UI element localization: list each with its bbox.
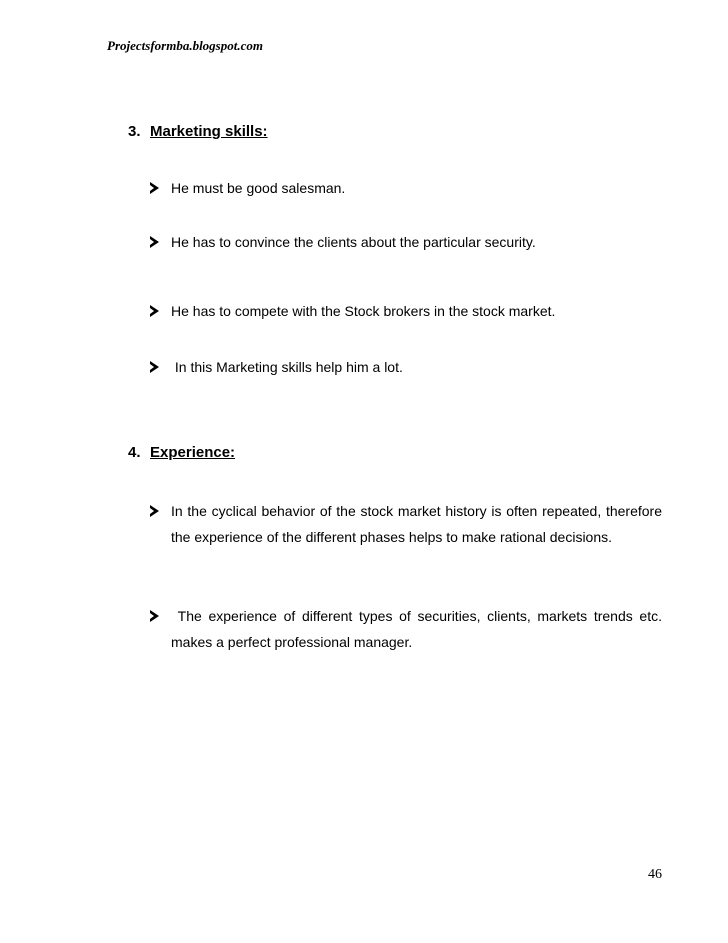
list-item	[150, 229, 662, 255]
list-item	[150, 603, 666, 655]
section-heading-experience	[128, 444, 235, 461]
section-heading-marketing-skills	[128, 123, 268, 140]
list-item	[150, 175, 662, 201]
arrow-bullet-icon	[150, 361, 159, 373]
list-item-text: In this Marketing skills help him a lot.	[171, 359, 403, 375]
section-title: Marketing skills:	[150, 123, 268, 140]
page-header: Projectsformba.blogspot.com	[107, 38, 263, 53]
list-item-text: In the cyclical behavior of the stock market history is often repeated, therefore the experience of the different phases helps to make rational decisions.	[171, 503, 662, 545]
arrow-bullet-icon	[150, 505, 159, 517]
arrow-bullet-icon	[150, 305, 159, 317]
list-item	[150, 298, 662, 324]
list-item-text: He has to convince the clients about the particular security.	[171, 234, 536, 250]
section-number: 4.	[128, 444, 141, 461]
arrow-bullet-icon	[150, 610, 159, 622]
arrow-bullet-icon	[150, 182, 159, 194]
list-item	[150, 354, 662, 380]
page-number: 46	[648, 867, 662, 882]
arrow-bullet-icon	[150, 236, 159, 248]
list-item-text: He must be good salesman.	[171, 180, 346, 196]
list-item-text: The experience of different types of securities, clients, markets trends etc. makes a perfect professional manager.	[171, 608, 666, 650]
section-title: Experience:	[150, 444, 236, 461]
list-item-text: He has to compete with the Stock brokers in the stock market.	[171, 303, 556, 319]
list-item	[150, 498, 662, 550]
section-number: 3.	[128, 123, 141, 140]
